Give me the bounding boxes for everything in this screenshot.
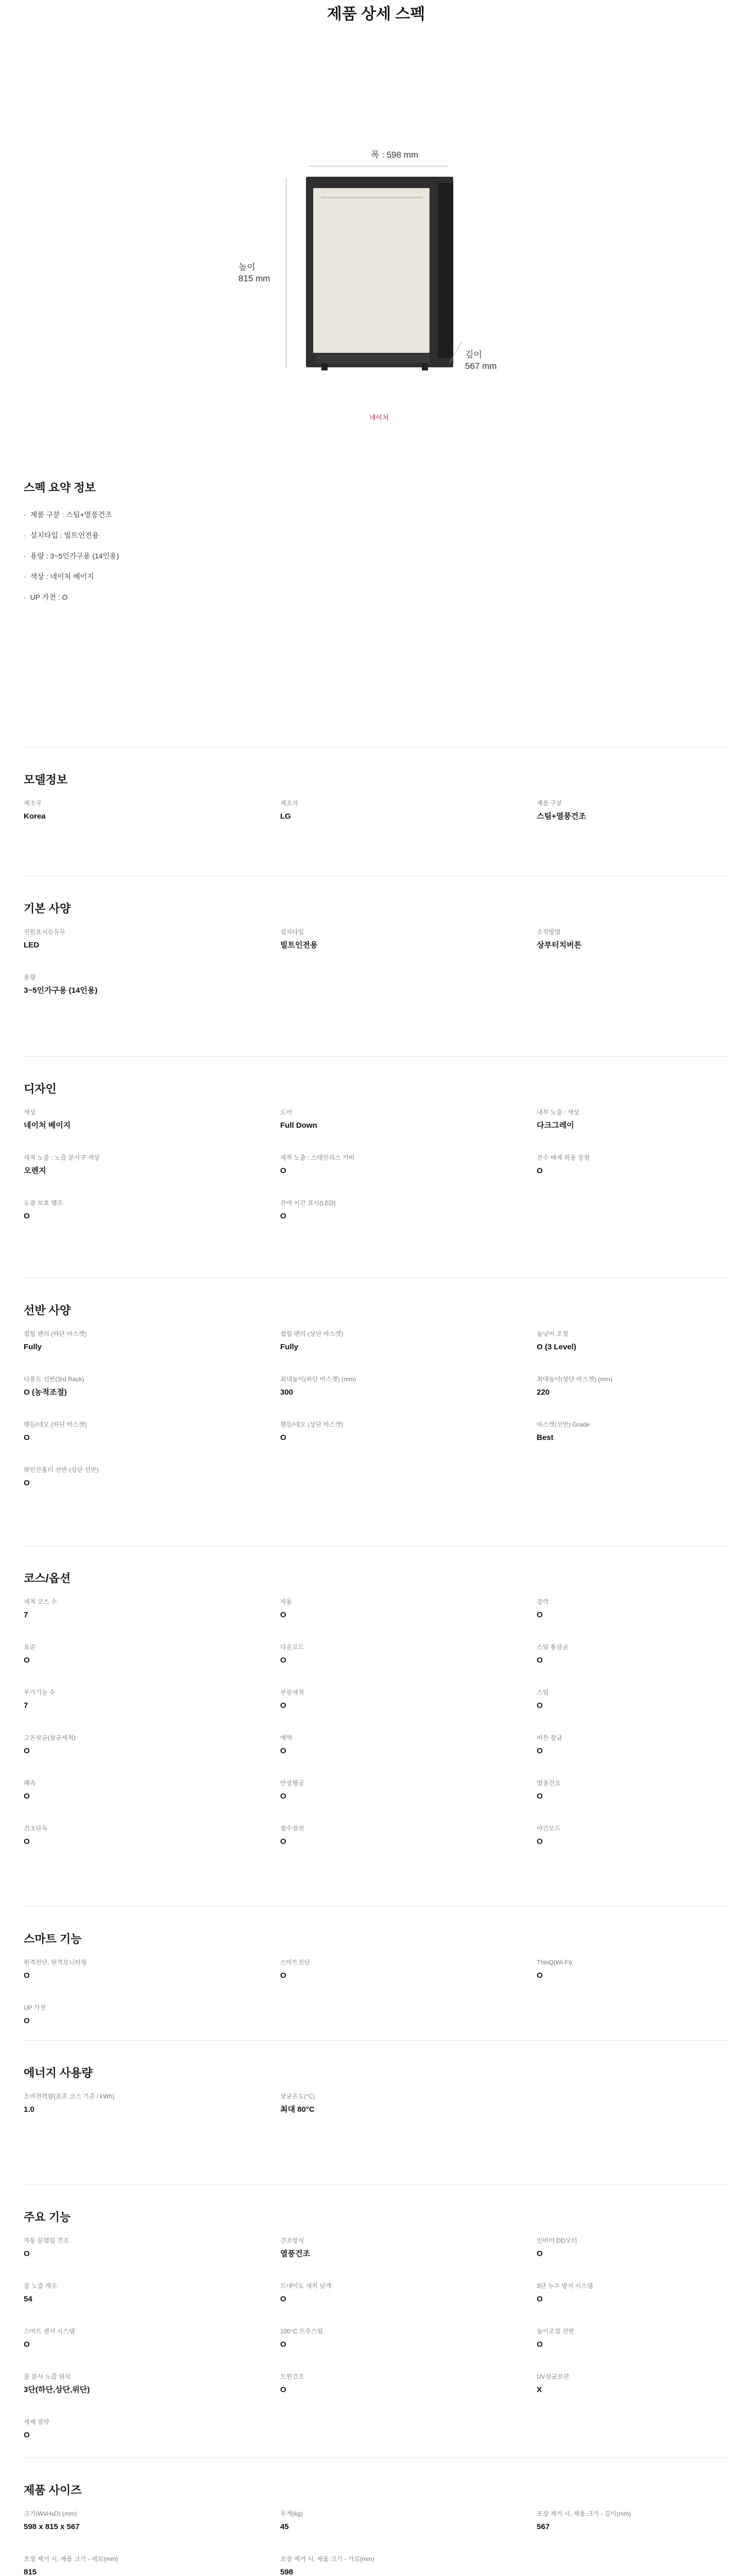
spec-item (24, 973, 250, 996)
spec-item (280, 2327, 507, 2350)
spec-value: O (280, 1747, 286, 1755)
section-title: 선반 사양 (24, 1304, 71, 1317)
summary-title: 스펙 요약 정보 (24, 481, 96, 494)
spec-item (24, 1779, 250, 1802)
page-title: 제품 상세 스펙 (327, 6, 425, 23)
spec-item (24, 2327, 250, 2350)
spec-item (24, 1958, 250, 1981)
spec-item (280, 1598, 507, 1620)
spec-label: 세척 코스 수 (24, 1598, 57, 1605)
spec-label: UV살균보관 (537, 2373, 570, 2380)
spec-label: 건조단독 (24, 1825, 48, 1832)
spec-item (24, 1108, 250, 1131)
spec-value: O (3 Level) (537, 1343, 576, 1351)
spec-value: O (537, 1611, 543, 1619)
spec-item (280, 2236, 507, 2259)
spec-value: O (537, 1701, 543, 1710)
spec-item (24, 2236, 250, 2259)
spec-value: Best (537, 1433, 554, 1442)
spec-label: 조작방법 (537, 928, 561, 936)
spec-value: O (537, 1971, 543, 1980)
section-title: 에너지 사용량 (24, 2066, 93, 2079)
spec-value: 54 (24, 2295, 32, 2303)
spec-label: 살균온도(°C) (280, 2093, 315, 2100)
spec-label: 스마트 센서 시스템 (24, 2328, 75, 2335)
spec-value: O (280, 1656, 286, 1665)
spec-value: 220 (537, 1388, 550, 1397)
spec-value: O (24, 2431, 30, 2439)
spec-label: 물 분사 노즐 위치 (24, 2373, 71, 2380)
spec-value: Full Down (280, 1121, 317, 1130)
spec-value: O (280, 1792, 286, 1801)
spec-value: Fully (24, 1343, 42, 1351)
spec-label: 세척 노출 : 노즐 분사구 색상 (24, 1154, 100, 1161)
spec-label: 스팀 통살균 (537, 1643, 569, 1651)
spec-item (24, 1330, 250, 1352)
spec-label: 잔여 시간 표시(LED) (280, 1199, 336, 1207)
spec-value: 598 (280, 2568, 294, 2576)
spec-label: 물 노즐 개수 (24, 2282, 57, 2290)
spec-value: O (537, 2295, 543, 2303)
spec-value: O (24, 1837, 30, 1846)
summary-item: · 제품 구분 : 스팀+열풍건조 (24, 510, 752, 530)
spec-value: O (280, 1433, 286, 1442)
spec-value: O (24, 2249, 30, 2258)
spec-label: 제조국 (24, 800, 42, 807)
color-swatch-label[interactable]: 네이처 (369, 414, 389, 421)
spec-value: O (24, 2016, 30, 2025)
dishwasher-door (313, 188, 430, 353)
spec-label: 내부 노출 : 색상 (537, 1109, 579, 1116)
spec-item (24, 1598, 250, 1620)
spec-value: O (280, 1701, 286, 1710)
spec-item (537, 2372, 752, 2395)
spec-label: 용량 (24, 974, 36, 981)
spec-value: O (280, 2340, 286, 2349)
spec-item (537, 1688, 752, 1711)
spec-value: Korea (24, 812, 46, 821)
spec-item (24, 1375, 250, 1398)
spec-item (280, 1643, 507, 1666)
spec-label: 무게(kg) (280, 2510, 303, 2517)
spec-item (537, 1824, 752, 1847)
spec-value: 최대 80°C (280, 2105, 315, 2114)
spec-item (24, 2092, 250, 2115)
spec-label: 세제 절약 (24, 2418, 49, 2426)
spec-value: O (537, 1837, 543, 1846)
spec-label: 건조방식 (280, 2237, 304, 2244)
spec-value: X (537, 2385, 542, 2394)
spec-label: 표준 (24, 1643, 36, 1651)
spec-label: 원격진단, 원격모니터링 (24, 1959, 87, 1966)
spec-label: 3단 누수 방지 시스템 (537, 2282, 593, 2290)
spec-item (280, 2372, 507, 2395)
spec-value: 3~5인가구용 (14인용) (24, 986, 98, 995)
spec-label: 소비전력량(표준 코스 기준 / kWh) (24, 2093, 115, 2100)
spec-value: 네이처 베이지 (24, 1121, 71, 1130)
spec-value: 3단(하단,상단,위단) (24, 2385, 90, 2394)
spec-item (537, 1108, 752, 1131)
product-dimension-view (0, 31, 752, 422)
spec-label: 포장 제거 시, 제품 크기 - 깊이(mm) (537, 2510, 631, 2517)
spec-value: O (280, 1611, 286, 1619)
spec-value: 1.0 (24, 2105, 35, 2114)
spec-label: 접힘 팬의 (하단 바스켓) (24, 1330, 87, 1337)
spec-label: 접힘 팬의 (상단 바스켓) (280, 1330, 344, 1337)
spec-item (24, 799, 250, 822)
spec-item (280, 1108, 507, 1131)
spec-label: 절수절전 (280, 1825, 304, 1832)
spec-value: LG (280, 812, 291, 821)
spec-item (537, 928, 752, 951)
spec-summary (0, 422, 752, 639)
spec-value: O (24, 1212, 30, 1221)
spec-value: 7 (24, 1701, 28, 1710)
spec-value: O (537, 1747, 543, 1755)
spec-label: 높이조절 선반 (537, 2328, 574, 2335)
spec-label: 포장 제거 시, 제품 크기 - 가로(mm) (280, 2555, 374, 2563)
height-label-title: 높이 (238, 262, 255, 272)
section-title: 기본 사양 (24, 902, 71, 915)
spec-value: O (537, 1792, 543, 1801)
summary-item: · 용량 : 3~5인가구용 (14인용) (24, 551, 752, 571)
spec-value: O (24, 1656, 30, 1665)
spec-label: UP 가전 (24, 2004, 46, 2011)
depth-label-value: 567 mm (465, 361, 497, 371)
spec-item (24, 2372, 250, 2395)
spec-value: O (280, 2385, 286, 2394)
spec-item (537, 2327, 752, 2350)
spec-label: 색상 (24, 1109, 36, 1116)
spec-item (280, 1375, 507, 1398)
spec-label: 핸들/네모 (상단 바스켓) (280, 1421, 344, 1428)
spec-label: 도광 보호 램프 (24, 1199, 63, 1207)
spec-value: 815 (24, 2568, 37, 2576)
spec-value: O (537, 1166, 543, 1175)
spec-label: 반상헹굼 (280, 1780, 304, 1787)
spec-value: O (537, 1656, 543, 1665)
spec-item (24, 2004, 250, 2026)
spec-value: 스팀+열풍건조 (537, 812, 586, 821)
spec-label: 전원표시등유무 (24, 928, 66, 936)
height-label-value: 815 mm (238, 274, 270, 283)
spec-item (537, 2236, 752, 2259)
section-title: 모델정보 (24, 773, 68, 786)
spec-item (280, 1154, 507, 1176)
spec-label: 바스켓(선반) Grade (537, 1421, 590, 1428)
spec-label: 잔수 배제 외풍 장점 (537, 1154, 590, 1161)
spec-item (280, 799, 507, 822)
summary-item: · 색상 : 네이처 베이지 (24, 571, 752, 592)
spec-item (280, 1688, 507, 1711)
spec-label: 부가기능 수 (24, 1689, 56, 1696)
spec-label: 제품 구분 (537, 800, 562, 807)
spec-item (24, 2282, 250, 2304)
spec-label: 부분세척 (280, 1689, 304, 1696)
spec-item (24, 1734, 250, 1756)
spec-label: 100°C 트루스팀 (280, 2328, 323, 2335)
spec-label: 열풍건조 (537, 1780, 561, 1787)
spec-label: 야간모드 (537, 1825, 561, 1832)
spec-value: Fully (280, 1343, 299, 1351)
spec-value: 300 (280, 1388, 294, 1397)
spec-value: 상부터치버튼 (537, 941, 582, 950)
spec-item (280, 2555, 507, 2576)
spec-item (280, 1734, 507, 1756)
spec-value: 빌트인전용 (280, 941, 318, 950)
spec-label: 설치타입 (280, 928, 304, 936)
spec-section (24, 747, 728, 821)
spec-label: 예약 (280, 1734, 293, 1741)
spec-label: 제조자 (280, 800, 298, 807)
spec-value: 열풍건조 (280, 2249, 310, 2258)
spec-item (537, 1643, 752, 1666)
spec-label: 자동 (280, 1598, 293, 1605)
spec-label: 쾌속 (24, 1780, 36, 1787)
spec-item (24, 1824, 250, 1847)
depth-label-title: 깊이 (465, 350, 482, 360)
summary-item: · UP 가전 : O (24, 592, 752, 613)
spec-item (537, 799, 752, 822)
spec-label: 고온살균(살균세척) (24, 1734, 76, 1741)
spec-value: O (280, 1971, 286, 1980)
summary-list (24, 510, 752, 613)
spec-value: O (24, 1433, 30, 1442)
summary-item: · 설치타입 : 빌트인전용 (24, 530, 752, 551)
spec-item (24, 1466, 250, 1488)
spec-label: ThinQ(Wi-Fi) (537, 1959, 572, 1966)
spec-item (537, 2510, 752, 2532)
spec-value: O (280, 1212, 286, 1221)
spec-item (537, 1375, 752, 1398)
spec-value: 오렌지 (24, 1166, 46, 1175)
spec-label: 최대높이(상단 바스켓) (mm) (537, 1376, 612, 1383)
spec-item (24, 1154, 250, 1176)
spec-item (24, 1643, 250, 1666)
spec-label: 최대높이(하단 바스켓) (mm) (280, 1376, 356, 1383)
spec-label: 트윈건조 (280, 2373, 304, 2380)
spec-item (280, 1420, 507, 1443)
spec-label: 도어 (280, 1109, 293, 1116)
spec-section (24, 2184, 728, 2439)
spec-label: 높낮이 조절 (537, 1330, 569, 1337)
color-swatch[interactable] (369, 411, 389, 422)
spec-value: 45 (280, 2522, 289, 2531)
spec-value: O (24, 1971, 30, 1980)
spec-item (280, 1958, 507, 1981)
spec-value: 7 (24, 1611, 28, 1619)
spec-label: 다운로드 (280, 1643, 304, 1651)
spec-item (280, 1779, 507, 1802)
height-dimension-label (238, 262, 270, 284)
spec-label: 인버터 DD모터 (537, 2237, 577, 2244)
spec-item (537, 1598, 752, 1620)
width-dimension-label: 폭 : 598 mm (371, 150, 419, 160)
section-title: 디자인 (24, 1082, 57, 1095)
spec-item (280, 2510, 507, 2532)
spec-item (24, 1199, 250, 1222)
section-title: 주요 기능 (24, 2211, 71, 2224)
spec-label: 트네이도 세척 날개 (280, 2282, 332, 2290)
spec-item (537, 1734, 752, 1756)
spec-label: 핸들/네모 (하단 바스켓) (24, 1421, 87, 1428)
spec-label: 다용도 선반(3rd Rack) (24, 1376, 84, 1383)
spec-value: O (농적조절) (24, 1388, 67, 1397)
spec-value: O (280, 2295, 286, 2303)
spec-item (537, 1330, 752, 1352)
spec-label: 자동 문열림 건조 (24, 2237, 69, 2244)
spec-item (24, 1688, 250, 1711)
spec-value: O (24, 1792, 30, 1801)
section-title: 코스/옵션 (24, 1572, 71, 1585)
spec-label: 버튼 잠금 (537, 1734, 562, 1741)
spec-value: O (537, 2340, 543, 2349)
spec-item (537, 1958, 752, 1981)
spec-label: 포장 제거 시, 제품 크기 - 세로(mm) (24, 2555, 118, 2563)
spec-item (24, 2418, 250, 2441)
spec-value: 567 (537, 2522, 550, 2531)
spec-item (280, 2282, 507, 2304)
dishwasher-image (306, 177, 453, 375)
section-title: 스마트 기능 (24, 1933, 82, 1945)
spec-label: 강력 (537, 1598, 549, 1605)
spec-value: O (537, 2249, 543, 2258)
spec-value: O (280, 1837, 286, 1846)
spec-value: LED (24, 941, 39, 950)
spec-label: 스팀 (537, 1689, 549, 1696)
spec-item (280, 1330, 507, 1352)
spec-value: O (280, 1166, 286, 1175)
spec-value: 다크그레이 (537, 1121, 574, 1130)
spec-label: 세척 노출 : 스테인리스 커버 (280, 1154, 355, 1161)
spec-item (537, 1420, 752, 1443)
spec-item (537, 1154, 752, 1176)
spec-item (24, 1420, 250, 1443)
spec-item (280, 1824, 507, 1847)
spec-section (24, 1906, 728, 2025)
spec-item (280, 2092, 507, 2115)
spec-section (24, 1056, 728, 1221)
spec-value: O (24, 2340, 30, 2349)
spec-value: O (24, 1747, 30, 1755)
spec-label: 와인잔홀더 선반 (상단 선반) (24, 1466, 99, 1473)
spec-value: 598 x 815 x 567 (24, 2522, 80, 2531)
spec-item (24, 2555, 250, 2576)
depth-dimension-label (465, 349, 497, 372)
spec-label: 크기(WxHxD) (mm) (24, 2510, 77, 2517)
spec-item (24, 928, 250, 951)
spec-item (280, 928, 507, 951)
spec-item (537, 1779, 752, 1802)
spec-item (537, 2282, 752, 2304)
section-title: 제품 사이즈 (24, 2484, 82, 2497)
spec-label: 스마트진단 (280, 1959, 310, 1966)
spec-item (280, 1199, 507, 1222)
spec-value: O (24, 1479, 30, 1487)
spec-item (24, 2510, 250, 2532)
spec-section (24, 2040, 728, 2114)
